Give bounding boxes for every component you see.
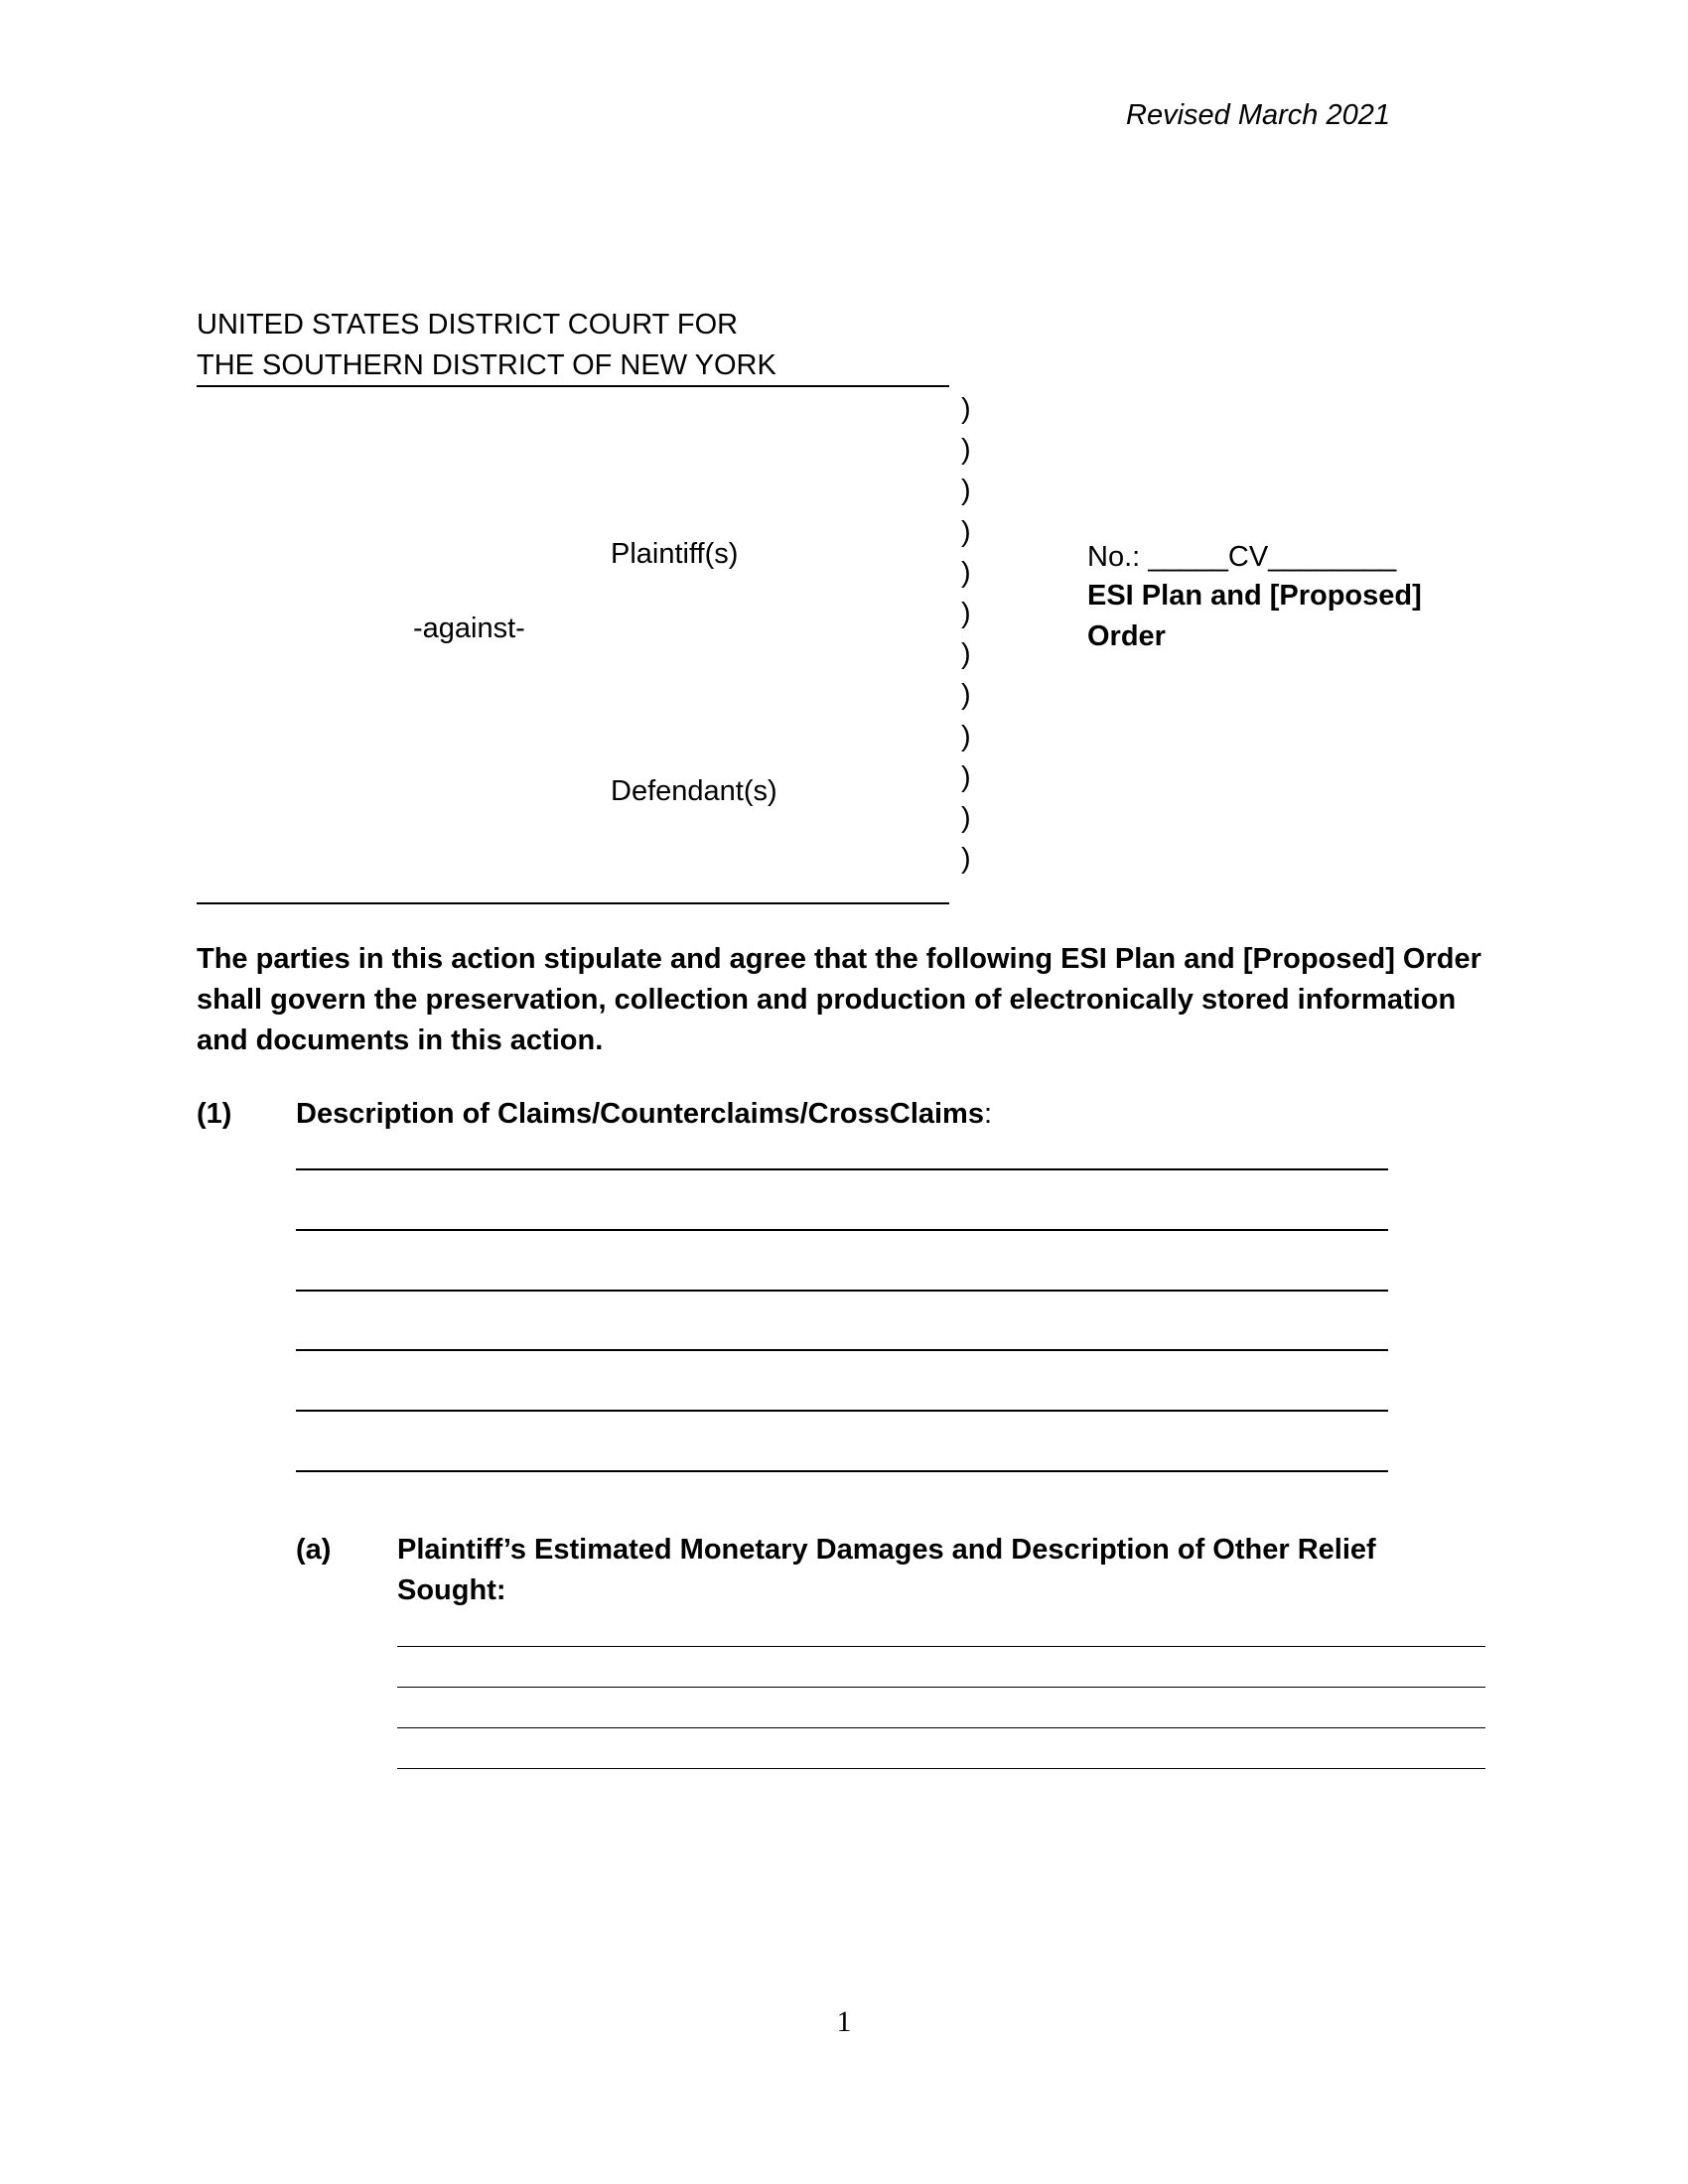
caption-paren: ) bbox=[961, 801, 971, 834]
caption-paren: ) bbox=[961, 556, 971, 589]
page-number: 1 bbox=[836, 2005, 852, 2038]
caption-paren: ) bbox=[961, 720, 971, 752]
court-name-line1: UNITED STATES DISTRICT COURT FOR bbox=[197, 309, 739, 341]
caption-bottom-rule bbox=[197, 902, 949, 904]
subsection-a-title-line2: Sought: bbox=[397, 1574, 506, 1606]
subsection-a-title-line1: Plaintiff’s Estimated Monetary Damages and Description of Other Relief bbox=[397, 1534, 1376, 1566]
section-1-heading bbox=[296, 1094, 992, 1135]
court-name-line2: THE SOUTHERN DISTRICT OF NEW YORK bbox=[197, 349, 776, 381]
claims-blank-line[interactable] bbox=[296, 1168, 1388, 1170]
against-label: -against- bbox=[413, 613, 525, 644]
claims-blank-line[interactable] bbox=[296, 1229, 1388, 1231]
intro-paragraph: The parties in this action stipulate and agree that the following ESI Plan and [Proposed] Order shall govern the preservation, collection and production of electronically stored information and documents in this action. bbox=[197, 943, 1481, 1056]
damages-blank-line[interactable] bbox=[397, 1727, 1485, 1728]
section-1-colon: : bbox=[983, 1098, 993, 1130]
caption-paren: ) bbox=[961, 597, 971, 629]
caption-paren: ) bbox=[961, 760, 971, 793]
caption-paren: ) bbox=[961, 638, 971, 671]
claims-blank-line[interactable] bbox=[296, 1410, 1388, 1412]
caption-paren: ) bbox=[961, 475, 971, 507]
caption-paren: ) bbox=[961, 515, 971, 548]
claims-blank-line[interactable] bbox=[296, 1470, 1388, 1472]
subsection-a-letter: (a) bbox=[296, 1534, 332, 1566]
section-1-title: Description of Claims/Counterclaims/CrossClaims bbox=[296, 1098, 984, 1130]
caption-paren-column bbox=[961, 389, 981, 880]
caption-paren: ) bbox=[961, 393, 971, 425]
caption-paren: ) bbox=[961, 434, 971, 467]
caption-top-rule bbox=[197, 385, 949, 387]
revised-date: Revised March 2021 bbox=[1126, 99, 1390, 131]
caption-paren: ) bbox=[961, 843, 971, 876]
plaintiff-label: Plaintiff(s) bbox=[611, 538, 739, 570]
damages-blank-line[interactable] bbox=[397, 1646, 1485, 1647]
damages-blank-line[interactable] bbox=[397, 1687, 1485, 1688]
defendant-label: Defendant(s) bbox=[611, 775, 777, 807]
section-1-number: (1) bbox=[197, 1098, 232, 1130]
claims-blank-line[interactable] bbox=[296, 1349, 1388, 1351]
document-title-line2: Order bbox=[1087, 620, 1166, 652]
caption-paren: ) bbox=[961, 679, 971, 712]
damages-blank-line[interactable] bbox=[397, 1768, 1485, 1769]
claims-blank-line[interactable] bbox=[296, 1290, 1388, 1292]
document-title-line1: ESI Plan and [Proposed] bbox=[1087, 580, 1422, 612]
case-number: No.: _____CV________ bbox=[1087, 541, 1397, 573]
